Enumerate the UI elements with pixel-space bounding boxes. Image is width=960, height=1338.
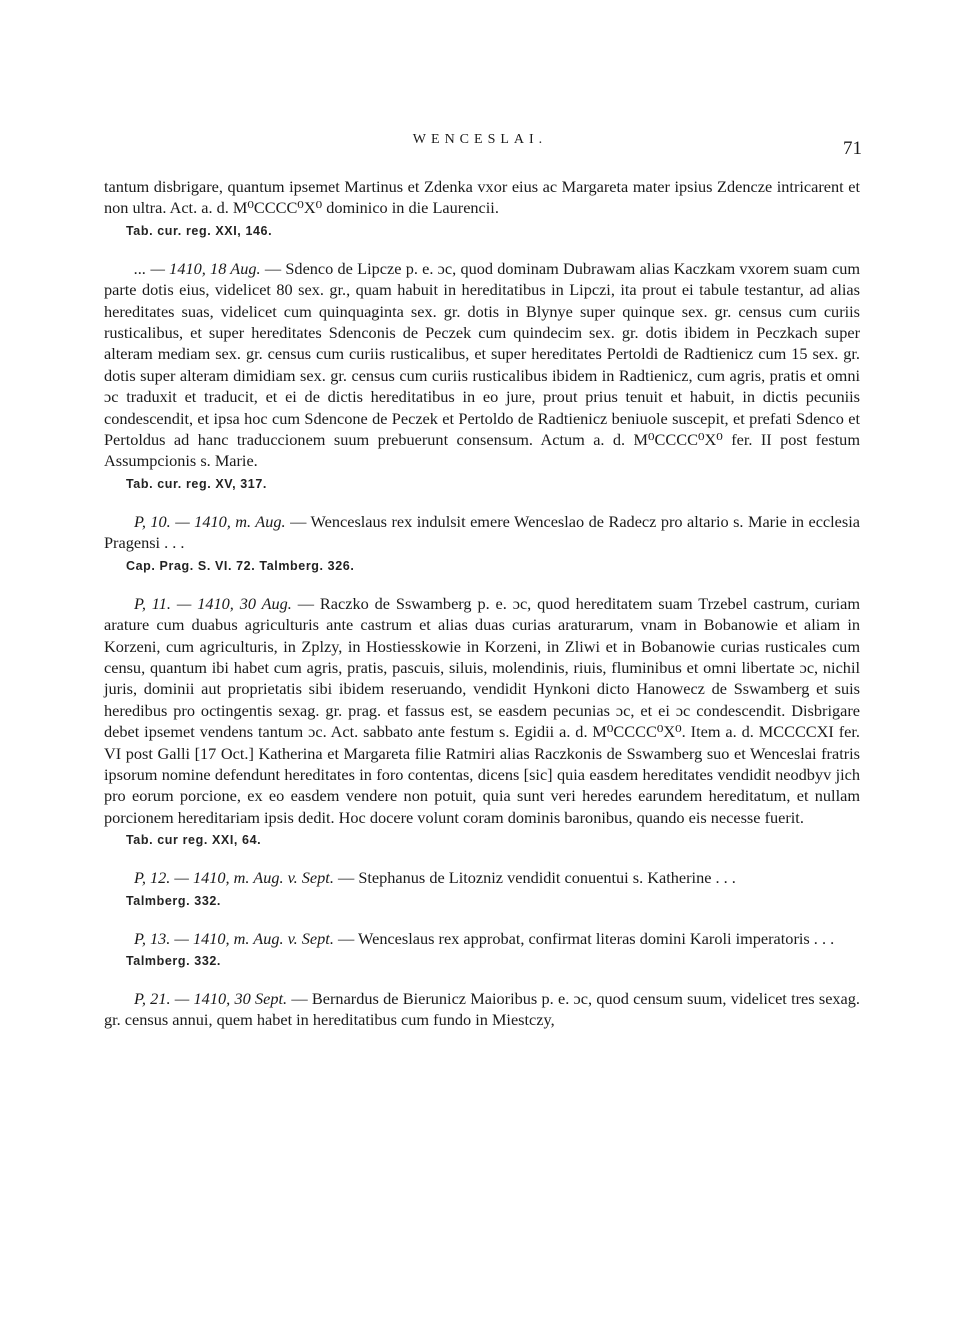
- running-head: WENCESLAI.: [412, 132, 548, 147]
- entry-paragraph: [104, 867, 860, 888]
- entry-body: — Stephanus de Litozniz vendidit conuentui s. Katherine . . .: [337, 868, 736, 888]
- entry-date: P, 21. — 1410, 30 Sept.: [134, 988, 288, 1008]
- page-number: 71: [843, 138, 862, 159]
- entry-date: P, 13. — 1410, m. Aug. v. Sept.: [134, 928, 334, 948]
- source-citation: Talmberg. 332.: [126, 893, 222, 908]
- entry-body: tantum disbrigare, quantum ipsemet Martinus et Zdenka vxor eius ac Margareta mater ipsius Zdencze intricarent et non ultra. Act. a. d. M⁰CCCC⁰X⁰ dominico in die Laurencii.: [104, 177, 860, 218]
- entry-date: ... — 1410, 18 Aug.: [134, 258, 261, 278]
- entry-paragraph: [104, 928, 860, 949]
- entry-body: — Bernardus de Bierunicz Maioribus p. e. ɔc, quod censum suum, videlicet tres sexag. gr. census annui, quem habet in hereditatibus cum fundo in Miestczy,: [104, 988, 860, 1030]
- entry-body: — Raczko de Sswamberg p. e. ɔc, quod hereditatem suam Trzebel castrum, curiam arature cum duabus agriculturis ante castrum et alias duas curias araturarum, vnam in Bobanowie et aliam in Korzeni, cum agriculturis, in Zplzy, in Hostiesskowie in Korzeni, in Zliwi et in Bobanowie curias rusticales cum censu, quantum ibi habet cum agris, pratis, pascuis, siluis, molendinis, riuis, fluminibus et omni libertate ɔc, nichil juris, dominii aut proprietatis sibi ibidem reseruando, vendidit Hynkoni dicto Hanowecz de Sswamberg et suis heredibus pro octingentis sexag. gr. prag. et fassus est, se easdem pecunias ɔc, et ei ɔc condescendit. Disbrigare debet ipsemet vendens tantum ɔc. Act. sabbato ante festum s. Egidii a. d. M⁰CCCC⁰X⁰. Item a. d. MCCCCXI fer. VI post Galli [17 Oct.] Katherina et Margareta filie Ratmiri alias Raczkonis de Sswamberg suo et Wenceslai fratris ipsorum nomine defendunt hereditates in foro contentas, dicens [sic] quia easdem hereditates vendidit neodbyv jich pro eorum porcione, ex eo easdem vendere non potuit, quia sunt veri heredes earundem hereditatum, et nullam porcionem hereditariam ipsis dedit. Hoc docere volunt coram dominis baronibus, quando eis necesse fuerit.: [104, 593, 860, 827]
- entry-paragraph: [104, 176, 860, 219]
- entry-paragraph: [104, 258, 860, 472]
- entry-body: — Wenceslaus rex indulsit emere Wenceslao de Radecz pro altario s. Marie in ecclesia Pragensi . . .: [104, 511, 860, 553]
- entry-date: P, 11. — 1410, 30 Aug.: [134, 593, 292, 613]
- entry-paragraph: [104, 593, 860, 828]
- text-column: [104, 176, 860, 1031]
- entry-body: — Sdenco de Lipcze p. e. ɔc, quod dominam Dubrawam alias Kaczkam vxorem suam cum parte dotis eius, videlicet 80 sex. gr., quam habuit in hereditatibus in Lipczi, ita prout ei tabule testantur, ad alias hereditates suas, videlicet cum quinquaginta sex. gr. dotis in Blynye super quinque sex. gr. census cum curiis rusticalibus, et super hereditates Sdenconis de Peczek cum quindecim sex. gr. dotis ibidem in Peczkach super alteram mediam sex. gr. census cum curiis rusticalibus, et super hereditates Pertoldi de Radtienicz cum 15 sex. gr. dotis super alteram dimidiam sex. gr. census cum curiis rusticalibus ibidem in Radtienicz, cum agris, pratis et omni ɔc traduxit et traducit, et ei de dictis hereditatibus in eo jure, prout prius tenuit et habuit, in dictis pecuniis condescendit, et ipsa hoc cum Sdencone de Peczek et Pertoldo de Radtienicz beniuole suscepit, et prefati Sdenco et Pertoldus ad hanc traduccionem suum prebuerunt consensum. Actum a. d. M⁰CCCC⁰X⁰ fer. II post festum Assumpcionis s. Marie.: [104, 258, 860, 471]
- source-citation: Tab. cur reg. XXI, 64.: [126, 833, 262, 848]
- source-citation: Talmberg. 332.: [126, 953, 222, 968]
- source-citation: Tab. cur. reg. XV, 317.: [126, 476, 267, 491]
- source-citation: Tab. cur. reg. XXI, 146.: [126, 223, 273, 238]
- entry-date: P, 10. — 1410, m. Aug.: [134, 511, 286, 531]
- source-citation: Cap. Prag. S. VI. 72. Talmberg. 326.: [126, 558, 355, 573]
- entry-paragraph: [104, 988, 860, 1031]
- entry-date: P, 12. — 1410, m. Aug. v. Sept.: [134, 868, 334, 888]
- entry-body: — Wenceslaus rex approbat, confirmat literas domini Karoli imperatoris . . .: [337, 928, 835, 948]
- entry-paragraph: [104, 511, 860, 554]
